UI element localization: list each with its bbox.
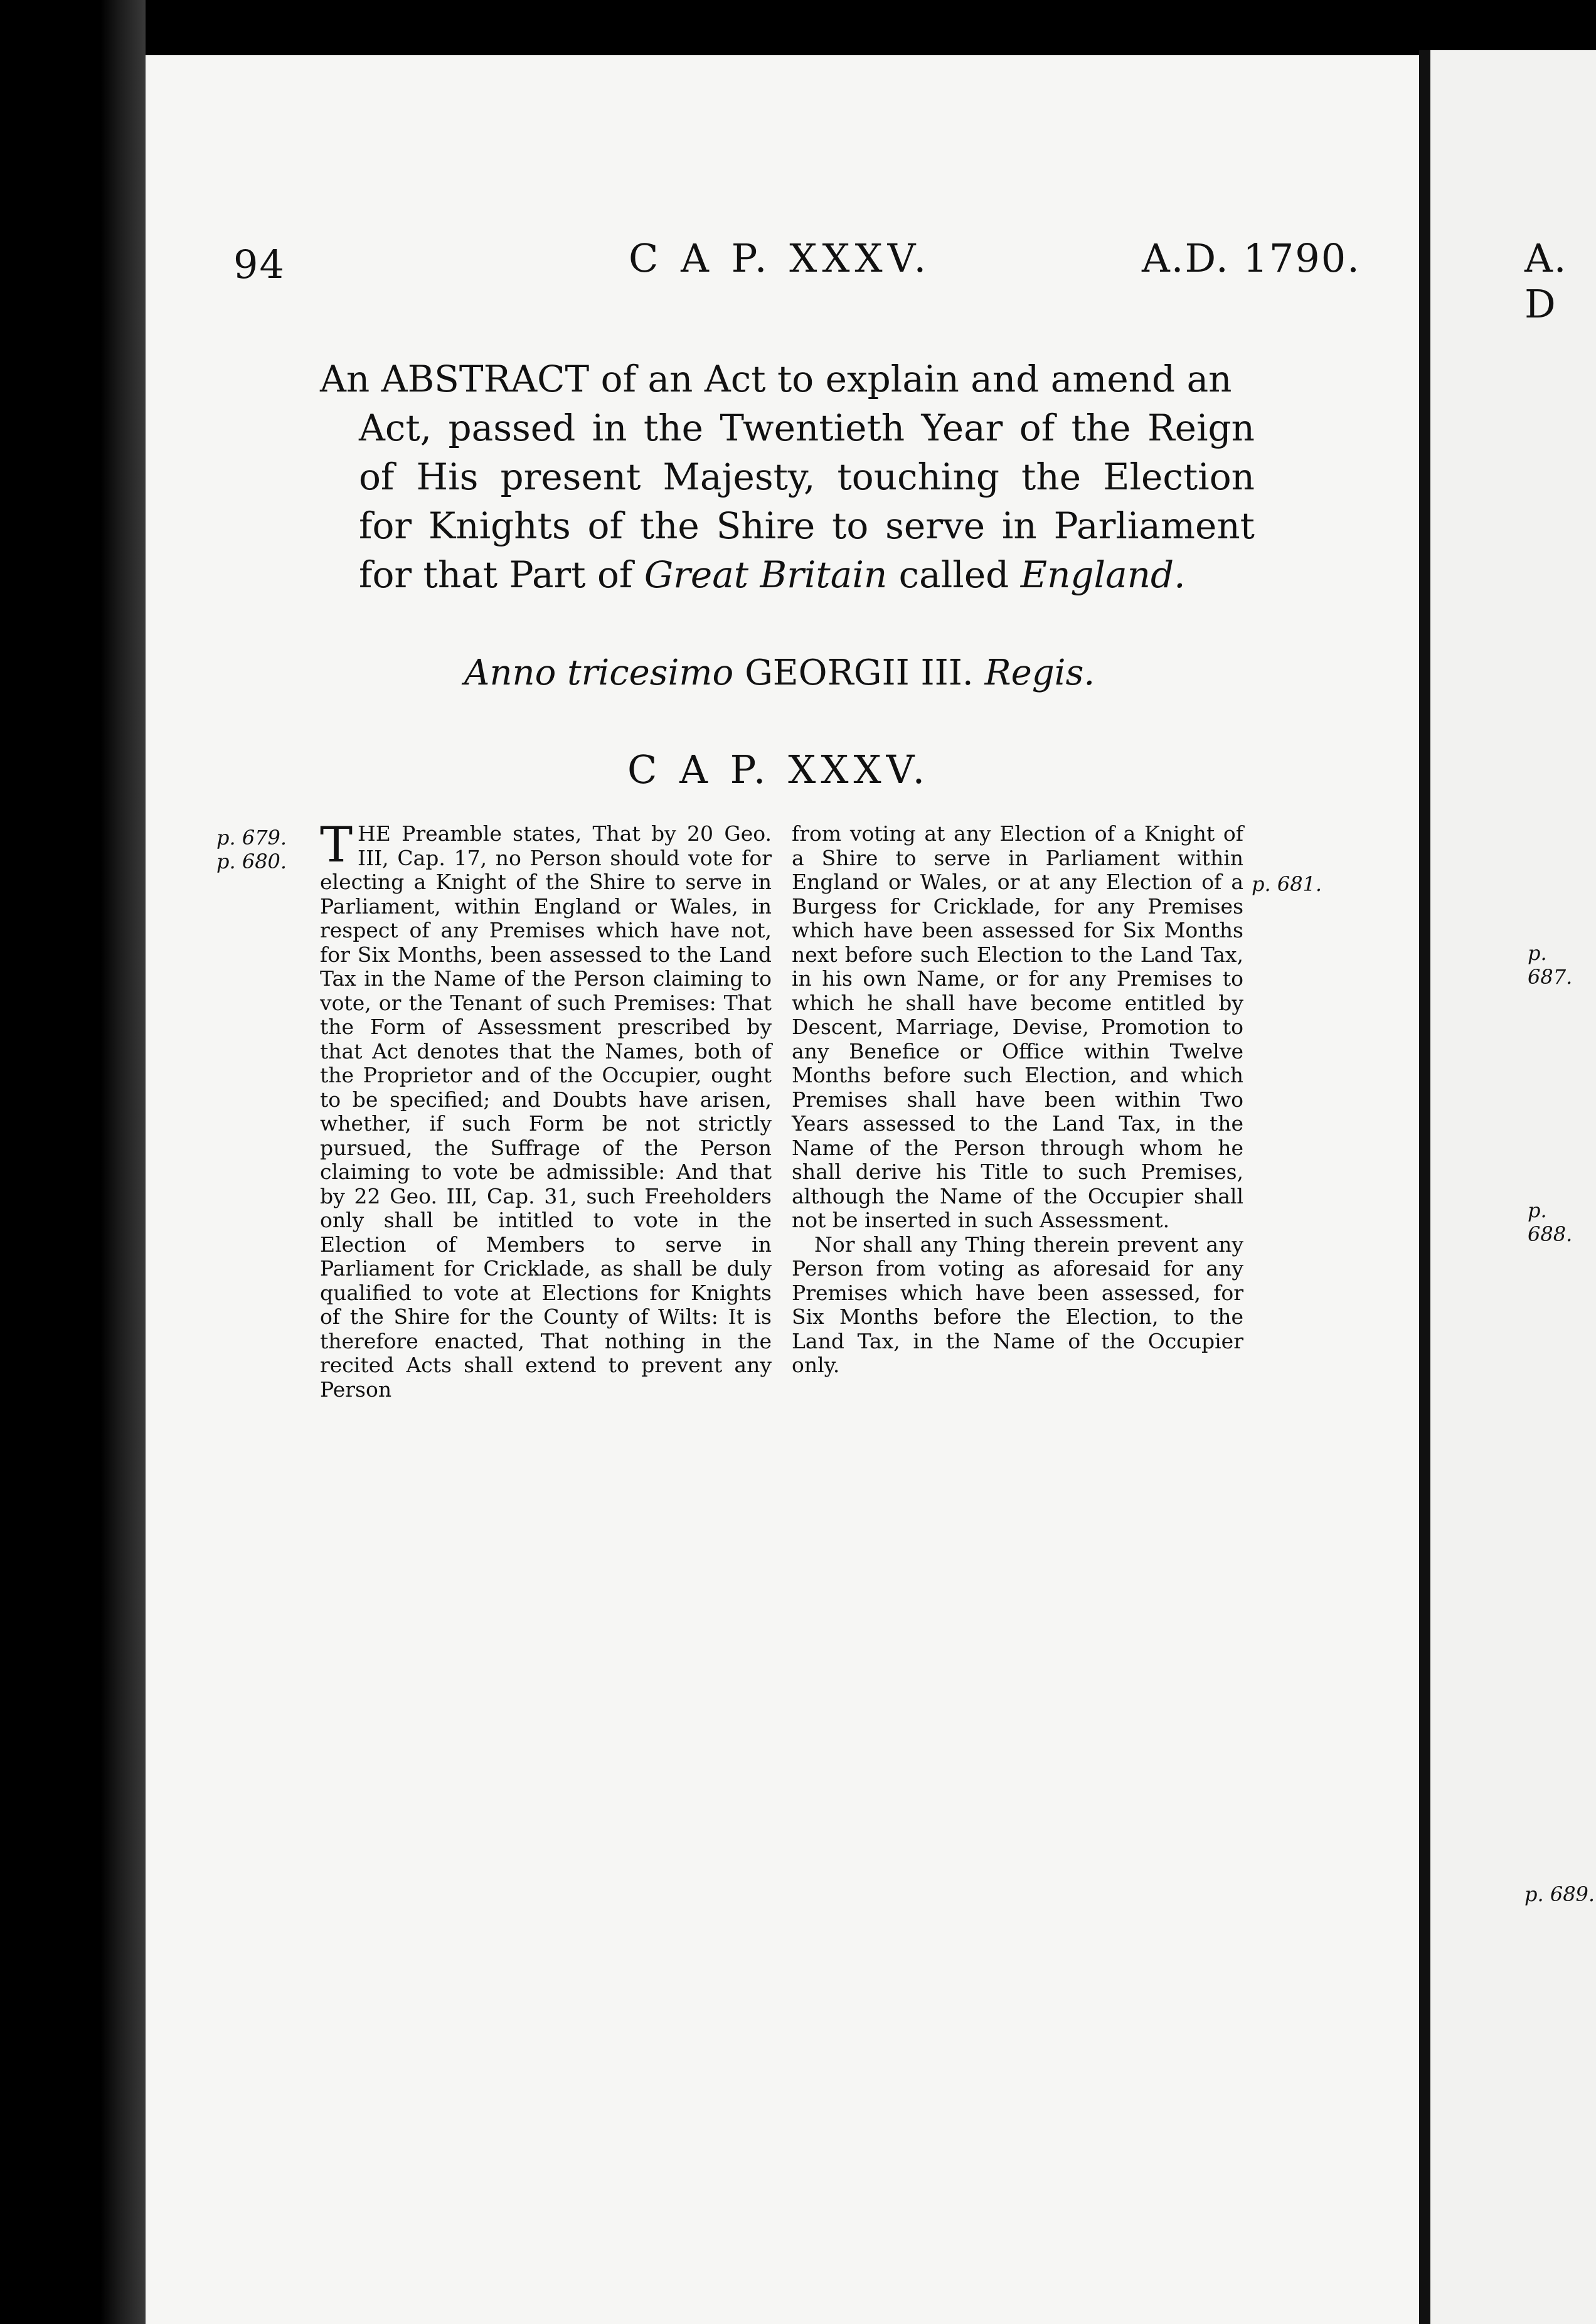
preamble-paragraph: THE Preamble states, That by 20 Geo. III, Cap. 17, no Person should vote for electing a Knight of the Shire to serve in Parliament, within England or Wales, in respect of any Premises which have not, for Six Months, been assessed to the Land Tax in the Name of the Person claiming to vote, or the Tenant of such Premises: That the Form of Assessment prescribed by that Act denotes that the Names, both of the Proprietor and of the Occupier, ought to be specified; and Doubts have arisen, whether, if such Form be not strictly pursued, the Suffrage of the Person claiming to vote be admissible: And that by 22 Geo. III, Cap. 31, such Freeholders only shall be intitled to vote in the Election of Members to serve in Parliament for Cricklade, as shall be duly qualified to vote at Elections for Knights of the Shire for the County of Wilts: It is therefore enacted, That nothing in the recited Acts shall extend to prevent any Person xyxy=(320,817,772,1402)
running-header-chapter: C A P. XXXV. xyxy=(629,235,932,281)
act-title-line1: An ABSTRACT of an Act to explain and amend an xyxy=(320,358,1232,400)
drop-cap: T xyxy=(320,817,353,873)
act-title-rest: Act, passed in the Twentieth Year of the Reign of His present Majesty, touching the Election for Knights of the Shire to serve in Parliament for that Part of Great Britain called England. xyxy=(359,407,1255,596)
running-header-year: A.D. 1790. xyxy=(1142,235,1361,281)
page-gutter xyxy=(1419,50,1430,2324)
right-page-header: A. D xyxy=(1524,235,1568,327)
chapter-heading: C A P. XXXV. xyxy=(627,747,930,792)
proviso-paragraph: Nor shall any Thing therein prevent any Person from voting as aforesaid for any Premises which have been assessed, for Six Months before the Election, to the Land Tax, in the Name of the Occupier only. xyxy=(792,1232,1243,1377)
margin-note-p679: p. 679. xyxy=(216,826,287,850)
regnal-year: Anno tricesimo GEORGII III. Regis. xyxy=(464,653,1095,693)
text-column-1 xyxy=(320,817,772,1402)
right-margin-note-p688: p. 688. xyxy=(1528,1198,1573,1246)
act-title xyxy=(320,354,1255,599)
margin-note-p680: p. 680. xyxy=(216,850,287,873)
book-spine-shadow xyxy=(100,0,146,2324)
right-page-fragment xyxy=(1430,50,1596,2324)
page-number: 94 xyxy=(233,242,285,287)
margin-note-p681: p. 681. xyxy=(1252,872,1322,896)
text-column-2 xyxy=(792,822,1243,1378)
enactment-paragraph: from voting at any Election of a Knight of a Shire to serve in Parliament within England or Wales, or at any Election of a Burgess for Cricklade, for any Premises which have been assessed for Six Months next before such Election to the Land Tax, in his own Name, or for any Premises to which he shall have become entitled by Descent, Marriage, Devise, Promotion to any Benefice or Office within Twelve Months before such Election, and which Premises shall have been within Two Years assessed to the Land Tax, in the Name of the Person through whom he shall derive his Title to such Premises, although the Name of the Occupier shall not be inserted in such Assessment. xyxy=(792,821,1243,1232)
right-margin-note-p689: p. 689. xyxy=(1524,1882,1595,1906)
right-margin-note-p687: p. 687. xyxy=(1528,941,1573,989)
